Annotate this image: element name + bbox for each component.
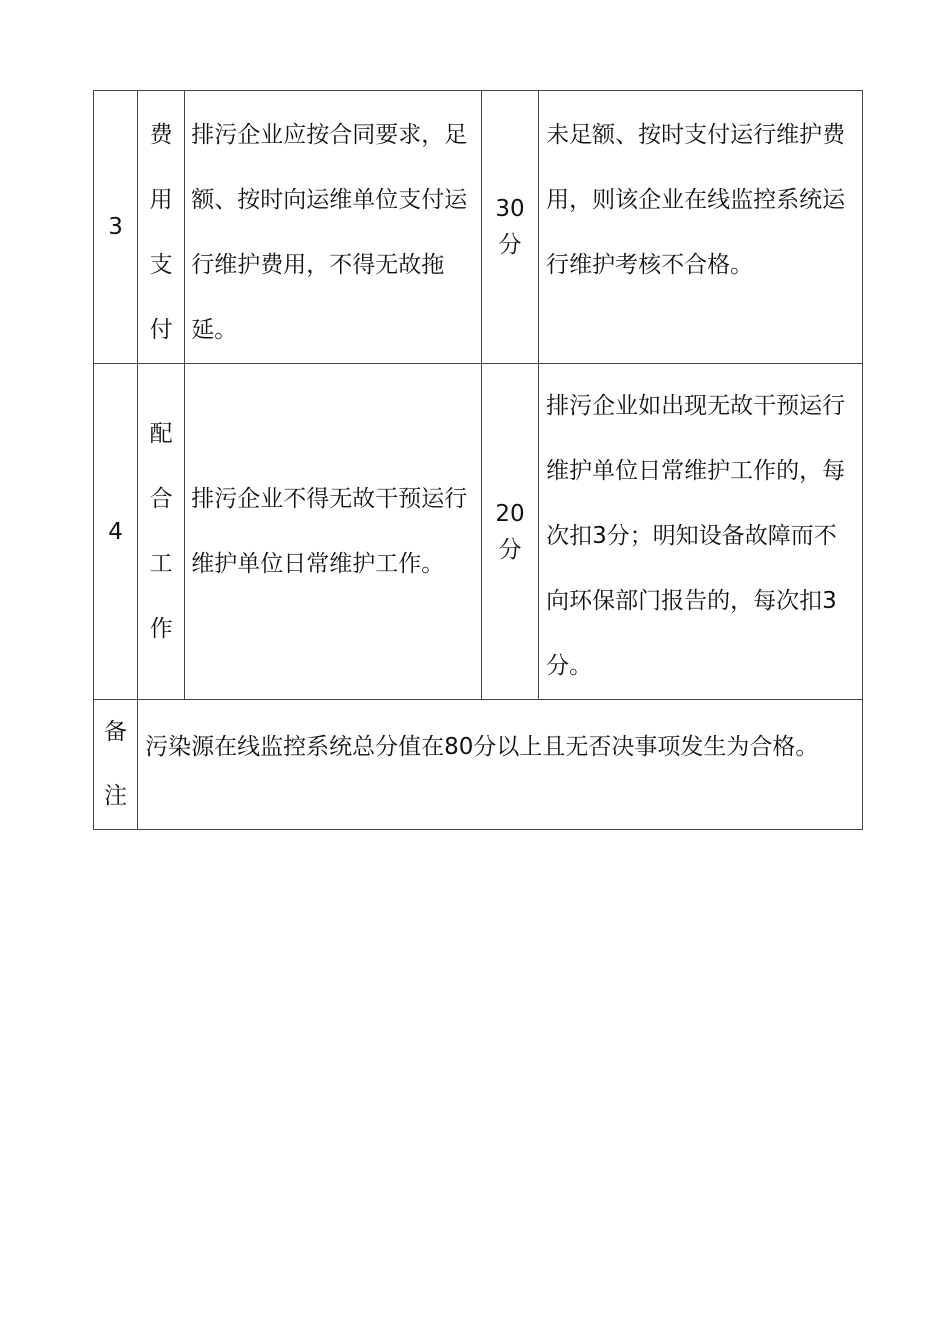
score-cell [481, 91, 538, 364]
requirement-text: 排污企业不得无故干预运行维护单位日常维护工作。 [185, 364, 482, 700]
item-char: 合 [149, 485, 173, 512]
score-value: 30 [495, 196, 525, 222]
score-cell [481, 364, 538, 700]
row-number: 4 [94, 364, 138, 700]
row-number: 3 [94, 91, 138, 364]
note-label-char: 备 [104, 719, 128, 745]
note-row [94, 700, 863, 830]
score-value: 20 [495, 500, 525, 527]
scoring-rule: 未足额、按时支付运行维护费用，则该企业在线监控系统运行维护考核不合格。 [539, 91, 863, 364]
table-row [94, 91, 863, 364]
score-unit: 分 [498, 232, 522, 258]
evaluation-table [93, 90, 863, 830]
item-name [138, 91, 185, 364]
item-name [138, 364, 185, 700]
note-label-char: 注 [104, 783, 128, 809]
requirement-text: 排污企业应按合同要求，足额、按时向运维单位支付运行维护费用，不得无故拖延。 [185, 91, 482, 364]
item-char: 配 [149, 420, 173, 447]
table-row [94, 364, 863, 700]
item-char: 付 [149, 317, 173, 343]
score-unit: 分 [498, 536, 522, 563]
item-char: 费 [149, 122, 173, 148]
item-char: 工 [149, 550, 173, 577]
note-text: 污染源在线监控系统总分值在80分以上且无否决事项发生为合格。 [138, 700, 863, 830]
item-char: 支 [149, 252, 173, 278]
item-char: 用 [149, 187, 173, 213]
note-label [94, 700, 138, 830]
item-char: 作 [149, 615, 173, 642]
scoring-rule: 排污企业如出现无故干预运行维护单位日常维护工作的，每次扣3分；明知设备故障而不向环保部门报告的，每次扣3分。 [539, 364, 863, 700]
